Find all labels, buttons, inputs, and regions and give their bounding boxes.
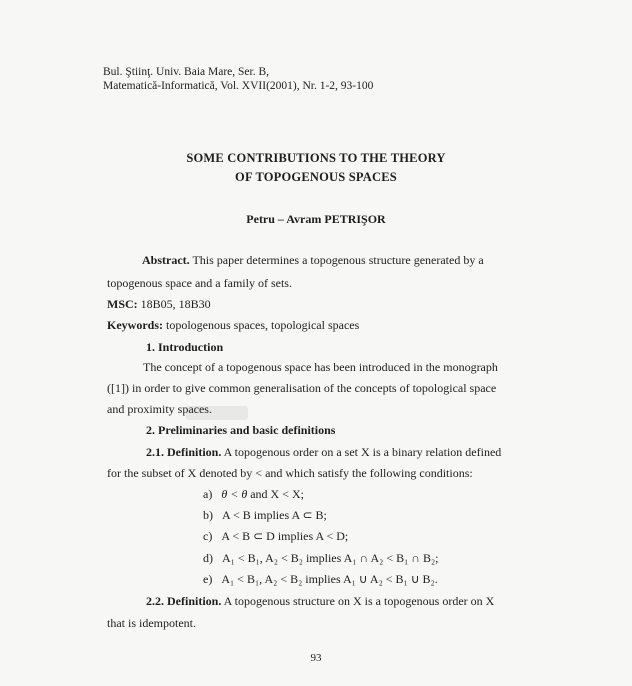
definition-2-1-line2: for the subset of X denoted by < and which satisfy the following conditions: [107, 466, 473, 480]
condition-d-label: d) [203, 551, 213, 565]
definition-2-2-text: A topogenous structure on X is a topogenous order on X [221, 594, 495, 608]
abstract-text-1: This paper determines a topogenous structure generated by a [189, 253, 484, 267]
abstract-line1 [142, 253, 484, 268]
condition-a-label: a) [203, 487, 213, 501]
condition-d-text: A₁ < B₁, A₂ < B₂ implies A₁ ∩ A₂ < B₁ ∩ B₂; [222, 551, 439, 565]
msc-label: MSC: [107, 297, 138, 311]
condition-e-label: e) [203, 572, 213, 586]
condition-d [203, 551, 438, 566]
definition-2-2-line2: that is idempotent. [107, 616, 196, 630]
abstract-line2: topogenous space and a family of sets. [107, 276, 292, 290]
definition-2-1-label: 2.1. Definition. [146, 445, 222, 459]
condition-a [203, 487, 304, 502]
journal-header-line1: Bul. Ştiinţ. Univ. Baia Mare, Ser. B, [103, 66, 269, 78]
paper-title-line1: SOME CONTRIBUTIONS TO THE THEORY [186, 151, 446, 165]
definition-2-1-line1 [146, 445, 501, 460]
condition-a-text: and X < X; [247, 487, 304, 501]
condition-b-label: b) [203, 508, 213, 522]
condition-c [203, 529, 348, 544]
condition-b [203, 508, 327, 523]
section-2-heading: 2. Preliminaries and basic definitions [146, 423, 336, 437]
condition-c-label: c) [203, 529, 213, 543]
author-name: Petru – Avram PETRIŞOR [246, 212, 386, 226]
definition-2-1-text: A topogenous order on a set X is a binary relation defined [221, 445, 502, 459]
intro-line3: and proximity spaces. [107, 402, 212, 416]
intro-line1: The concept of a topogenous space has been introduced in the monograph [143, 360, 498, 374]
keywords-line [107, 318, 359, 333]
section-1-heading: 1. Introduction [146, 340, 224, 354]
abstract-label: Abstract. [142, 253, 190, 267]
paper-title-line2: OF TOPOGENOUS SPACES [235, 170, 397, 184]
definition-2-2-label: 2.2. Definition. [146, 594, 222, 608]
page-number: 93 [310, 652, 322, 664]
intro-line2: ([1]) in order to give common generalisation of the concepts of topological space [107, 381, 497, 395]
condition-e-text: A₁ < B₁, A₂ < B₂ implies A₁ ∪ A₂ < B₁ ∪ B₂. [221, 572, 438, 586]
definition-2-2-line1 [146, 594, 494, 609]
condition-e [203, 572, 438, 587]
keywords-value: topologenous spaces, topological spaces [163, 318, 360, 332]
condition-a-math: θ < θ [221, 487, 248, 501]
condition-b-text: A < B implies A ⊂ B; [222, 508, 327, 522]
condition-c-text: A < B ⊂ D implies A < D; [221, 529, 349, 543]
msc-value: 18B05, 18B30 [137, 297, 211, 311]
keywords-label: Keywords: [107, 318, 163, 332]
msc-line [107, 297, 211, 312]
journal-header-line2: Matematică-Informatică, Vol. XVII(2001), Nr. 1-2, 93-100 [103, 80, 374, 92]
